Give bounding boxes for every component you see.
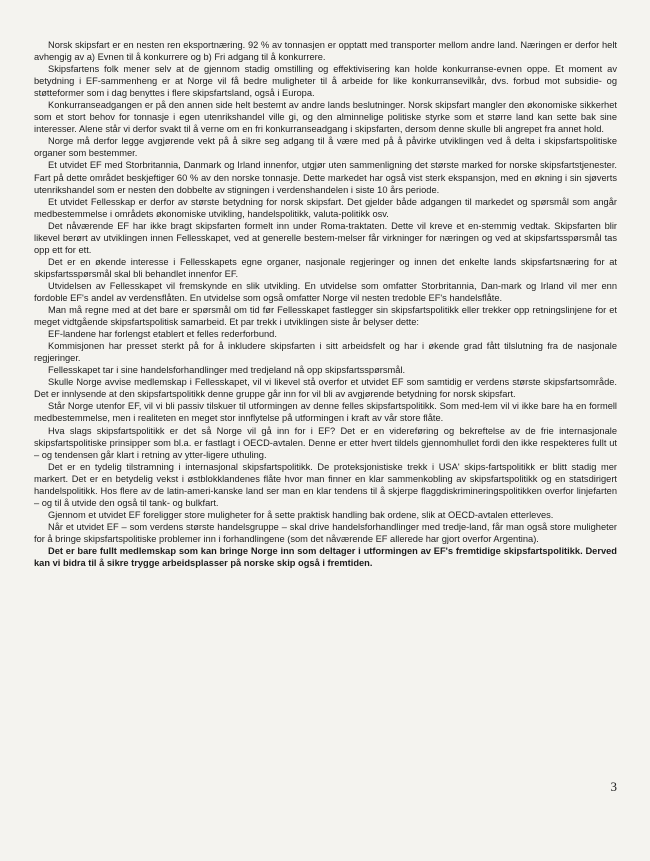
paragraph: Når et utvidet EF – som verdens største handelsgruppe – skal drive handelsforhandlinger med tredje-land, får man også store muligheter for å bringe skipsfartspolitiske problemer inn i forhandlingene (som det nåværende EF allerede har gjort overfor Argentina). (34, 521, 617, 544)
paragraph: Skipsfartens folk mener selv at de gjennom stadig omstilling og effektivisering kan holde konkurranse-evnen oppe. Et moment av betydning i EF-sammenheng er at Norge vil få bedre muligheter til å arbeide for like konkurransevilkår, dvs. forbud mot subsidie- og støtteformer som i dag benyttes i flere skipsfartsland, også i Europa. (34, 64, 617, 99)
paragraph: Konkurranseadgangen er på den annen side helt bestemt av andre lands beslutninger. Norsk skipsfart mangler den økonomiske sikkerhet som et stort behov for tonnasje i egen utenrikshandel ville gi, og den alminnelige politiske styrke som et større land kan sette bak sine interesser. Alene står vi derfor svakt til å verne om en fri konkurranseadgang i skipsfarten, dersom denne skulle bli angrepet fra annet hold. (34, 100, 617, 135)
paragraph: Det nåværende EF har ikke bragt skipsfarten formelt inn under Roma-traktaten. Dette vil kreve et en-stemmig vedtak. Skipsfarten blir likevel berørt av utviklingen innen Fellesskapet, ved at generelle bestem-melser får virkninger for næringen og ved at skipsfartsspørsmål tas opp ett for ett. (34, 220, 617, 255)
paragraph: Man må regne med at det bare er spørsmål om tid før Fellesskapet fastlegger sin skipsfartspolitikk eller trekker opp retningslinjene for et meget vidtgående skipsfartspolitisk samarbeid. Et par trekk i utviklingen siste år belyser dette: (34, 305, 617, 328)
paragraph: EF-landene har forlengst etablert et felles rederforbund. (48, 329, 277, 340)
paragraph: Kommisjonen har presset sterkt på for å inkludere skipsfarten i sitt arbeidsfelt og har i økende grad fått tilslutning fra de nasjonale regjeringer. (34, 341, 617, 364)
paragraph: Står Norge utenfor EF, vil vi bli passiv tilskuer til utformingen av denne felles skipsfartspolitikk. Som med-lem vil vi ikke bare ha en formell medbestemmelse, men i realiteten en meget stor innflytelse på utformingen i kraft av vår store flåte. (34, 401, 617, 424)
page-number: 3 (610, 779, 617, 794)
paragraph: Hva slags skipsfartspolitikk er det så Norge vil gå inn for i EF? Det er en videreføring og bekreftelse av de frie internasjonale skipsfartspolitiske prinsipper som bl.a. er fastlagt i OECD-avtalen. Denne er etter hvert tildels gjennomhullet fordi den ikke respekteres fullt ut – og tendensen går klart i retning av ytter-ligere uthuling. (34, 425, 617, 460)
paragraph: Det er en økende interesse i Fellesskapets egne organer, nasjonale regjeringer og innen det enkelte lands skipsfartsnæring for at skipsfartsspørsmål skal bli behandlet innenfor EF. (34, 256, 617, 279)
paragraph: Gjennom et utvidet EF foreligger store muligheter for å sette praktisk handling bak ordene, slik at OECD-avtalen etterleves. (48, 509, 554, 520)
paragraph: Norsk skipsfart er en nesten ren eksportnæring. 92 % av tonnasjen er opptatt med transporter mellom andre land. Næringen er derfor helt avhengig av a) Evnen til å konkurrere og b) Fri adgang til å konkurrere. (34, 40, 617, 63)
body-text (34, 39, 617, 569)
paragraph: Norge må derfor legge avgjørende vekt på å sikre seg adgang til å være med på å påvirke utviklingen ved å delta i skipsfartspolitiske organer som bestemmer. (34, 136, 617, 159)
paragraph: Fellesskapet tar i sine handelsforhandlinger med tredjeland nå opp skipsfartsspørsmål. (48, 365, 406, 376)
paragraph: Skulle Norge avvise medlemskap i Fellesskapet, vil vi likevel stå overfor et utvidet EF som samtidig er verdens største skipsfartsområde. Det er innlysende at den skipsfartspolitikk denne gruppe går inn for vil bli av avgjørende betydning for norsk skipsfart. (34, 377, 617, 400)
paragraph: Det er en tydelig tilstramning i internasjonal skipsfartspolitikk. De proteksjonistiske trekk i USA' skips-fartspolitikk er blitt stadig mer markert. Det er en betydelig vekst i østblokklandenes flåte hvor man finner en klar sammenkobling av skipsfartspolitikk og en statsdirigert handelspolitikk. Hos flere av de latin-ameri-kanske land ser man en klar tendens til å skjerpe flaggdiskrimineringspolitikken overfor linjefarten – og til å utvide den også til tank- og bulkfart. (34, 461, 617, 508)
paragraph: Et utvidet EF med Storbritannia, Danmark og Irland innenfor, utgjør uten sammenligning det største marked for norske skipsfartstjenester. Fart på dette området beskjeftiger 60 % av den norske tonnasje. Dette markedet har også vist sterk ekspansjon, med en økning i sin sjøverts utenrikshandel som er nesten den dobbelte av stigningen i verdenshandelen i siste 10 års periode. (34, 160, 617, 195)
paragraph: Utvidelsen av Fellesskapet vil fremskynde en slik utvikling. En utvidelse som omfatter Storbritannia, Dan-mark og Irland vil mer enn fordoble EF's andel av verdensflåten. En utvidelse som også omfatter Norge vil nesten tredoble EF's handelsflåte. (34, 280, 617, 303)
closing-paragraph: Det er bare fullt medlemskap som kan bringe Norge inn som deltager i utformingen av EF's fremtidige skipsfartspolitikk. Derved kan vi bidra til å sikre trygge arbeidsplasser på norske skip også i fremtiden. (34, 545, 617, 569)
paragraph: Et utvidet Fellesskap er derfor av største betydning for norsk skipsfart. Det gjelder både adgangen til markedet og spørsmål som angår medbestemmelse i områdets økonomiske utvikling, handelspolitikk, valuta-politikk osv. (34, 196, 617, 219)
